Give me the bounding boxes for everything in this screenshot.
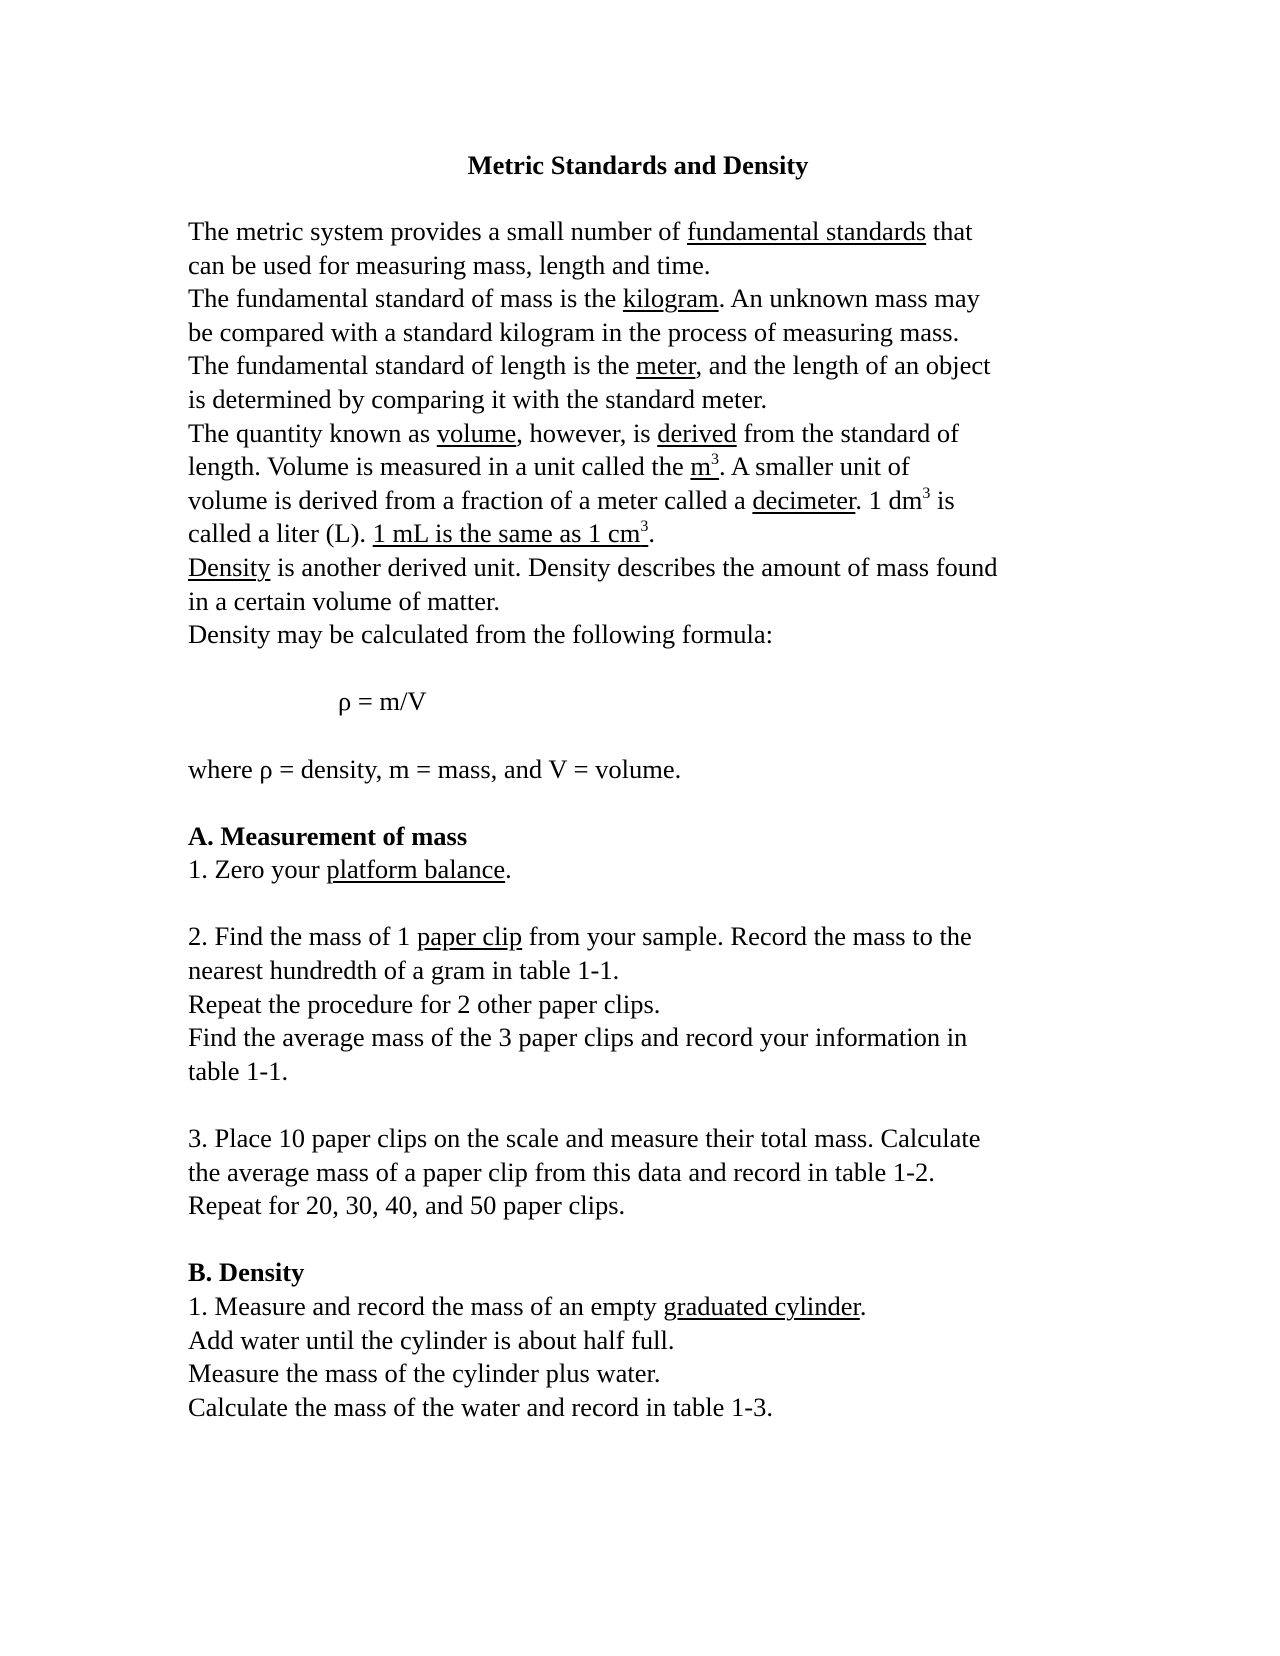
step-line: Repeat the procedure for 2 other paper clips. <box>188 988 661 1019</box>
underlined-term: Density <box>188 551 271 582</box>
underlined-term: meter <box>636 350 696 381</box>
text-line: length. Volume is measured in a unit called the $m^3$. A smaller unit of <box>188 451 910 482</box>
intro-paragraph <box>188 215 1100 652</box>
section-b <box>188 1256 1100 1424</box>
step-line: Find the average mass of the 3 paper clips and record your information in <box>188 1022 968 1053</box>
document-page <box>188 148 1100 1424</box>
text-line: Density is another derived unit. Density describes the amount of mass found <box>188 551 998 582</box>
text-line: can be used for measuring mass, length and time. <box>188 249 711 280</box>
step-line: Add water until the cylinder is about half full. <box>188 1324 675 1355</box>
text-line: called a liter (L). 1 mL is the same as 1 $cm^3$. <box>188 518 655 549</box>
text-line: Density may be calculated from the following formula: <box>188 619 774 650</box>
underlined-term: decimeter <box>752 484 856 515</box>
underlined-term: 1 mL is the same as 1 $cm^3$ <box>372 518 649 549</box>
text-line: The fundamental standard of length is the meter, and the length of an object <box>188 350 991 381</box>
step-line: table 1-1. <box>188 1055 289 1086</box>
section-a <box>188 820 1100 1223</box>
underlined-term: paper clip <box>416 921 523 952</box>
step-line: 2. Find the mass of 1 paper clip from your sample. Record the mass to the <box>188 921 972 952</box>
step-line: Calculate the mass of the water and record in table 1-3. <box>188 1391 773 1422</box>
underlined-term: derived <box>657 417 737 448</box>
text-line: is determined by comparing it with the standard meter. <box>188 383 768 414</box>
underlined-term: $m^3$ <box>690 451 720 482</box>
density-formula: ρ = m/V <box>338 686 427 717</box>
text-line: The quantity known as volume, however, is derived from the standard of <box>188 417 959 448</box>
text-line: volume is derived from a fraction of a meter called a decimeter. 1 $dm^3$ is <box>188 484 955 515</box>
step-line: Measure the mass of the cylinder plus water. <box>188 1358 661 1389</box>
step-line: nearest hundredth of a gram in table 1-1. <box>188 955 620 986</box>
text-line: The metric system provides a small number of fundamental standards that <box>188 216 973 246</box>
formula-legend: where ρ = density, m = mass, and V = volume. <box>188 753 682 784</box>
underlined-term: kilogram <box>622 283 719 314</box>
text-line: in a certain volume of matter. <box>188 585 500 616</box>
text-line: be compared with a standard kilogram in the process of measuring mass. <box>188 316 960 347</box>
step-line: Repeat for 20, 30, 40, and 50 paper clips. <box>188 1190 626 1221</box>
underlined-term: fundamental standards <box>686 216 927 246</box>
page-title: Metric Standards and Density <box>467 150 809 180</box>
text-line: The fundamental standard of mass is the kilogram. An unknown mass may <box>188 283 980 314</box>
underlined-term: volume <box>436 417 517 448</box>
step-line: 1. Measure and record the mass of an empty graduated cylinder. <box>188 1291 867 1321</box>
section-heading: A. Measurement of mass <box>188 820 468 851</box>
step-line: 3. Place 10 paper clips on the scale and measure their total mass. Calculate <box>188 1123 981 1154</box>
step-line: the average mass of a paper clip from this data and record in table 1-2. <box>188 1156 935 1187</box>
section-heading: B. Density <box>188 1257 305 1288</box>
underlined-term: platform balance <box>326 854 506 885</box>
step-line: 1. Zero your platform balance. <box>188 854 512 885</box>
underlined-term: graduated cylinder <box>663 1291 860 1321</box>
